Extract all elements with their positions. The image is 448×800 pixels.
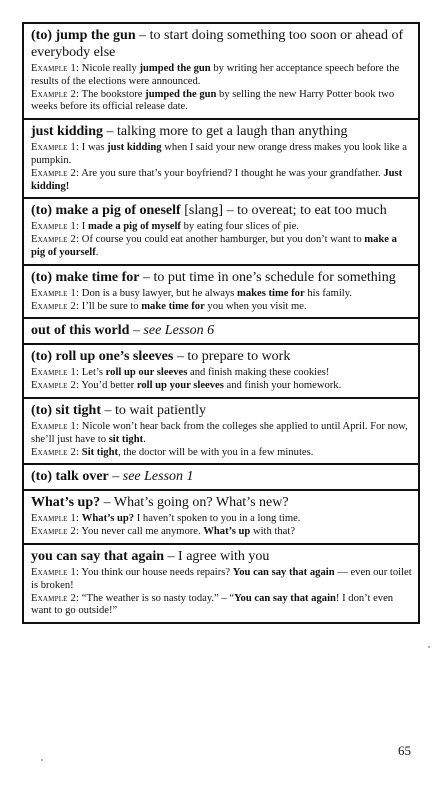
idiom-entry — [24, 264, 418, 318]
example-sentence — [31, 301, 412, 314]
example-sentence — [31, 142, 412, 168]
example-label: Example 1: — [31, 287, 80, 299]
idiom-highlight: roll up our sleeves — [105, 367, 188, 379]
example-text: — even our toilet is broken! — [31, 566, 412, 591]
example-label: Example 1: — [31, 142, 80, 154]
scan-speck — [428, 646, 430, 648]
example-label: Example 1: — [31, 367, 80, 379]
example-text: and finish your homework. — [223, 380, 342, 392]
example-sentence — [31, 168, 412, 194]
idiom-highlight: sit tight — [108, 433, 144, 445]
example-label: Example 2: — [31, 526, 80, 538]
example-label: Example 2: — [31, 88, 80, 100]
see-reference: see Lesson 1 — [122, 469, 194, 485]
example-text: by writing her acceptance speech before the results of the elections were announced. — [31, 63, 400, 87]
example-text: you when you visit me. — [204, 300, 307, 312]
example-text: with that? — [250, 526, 296, 538]
example-label: Example 1: — [31, 63, 80, 74]
idiom-definition: What’s going on? What’s new? — [113, 495, 289, 511]
example-text: his family. — [304, 287, 352, 299]
example-sentence — [31, 221, 412, 234]
entry-heading — [31, 269, 412, 286]
idiom-entry — [24, 317, 418, 343]
definition-dash: – — [101, 402, 115, 418]
example-sentence — [31, 367, 412, 380]
example-sentence — [31, 421, 412, 447]
idiom-term: out of this world — [31, 323, 130, 339]
idiom-entry — [24, 489, 418, 543]
definition-dash: – — [223, 203, 238, 219]
example-text: Of course you could eat another hamburger, but you don’t want to — [81, 234, 365, 246]
idiom-highlight: You can say that again — [234, 592, 336, 604]
idiom-definition: to put time in one’s schedule for something — [153, 269, 396, 285]
definition-dash: – — [129, 323, 144, 339]
example-label: Example 2: — [31, 300, 80, 312]
entry-heading — [31, 548, 412, 565]
example-sentence — [31, 288, 412, 301]
example-text: The bookstore — [81, 88, 146, 100]
example-text: You’d better — [81, 380, 137, 392]
example-text: You think our house needs repairs? — [81, 566, 233, 578]
entry-heading — [31, 468, 412, 485]
idiom-entry — [24, 118, 418, 197]
idiom-definition: to start doing something too soon or ahead of everybody else — [31, 28, 404, 60]
example-text: when I said your new orange dress makes you look like a pumpkin. — [31, 142, 407, 166]
idiom-highlight: makes time for — [237, 287, 305, 299]
example-sentence — [31, 89, 412, 115]
idiom-highlight: roll up your sleeves — [136, 380, 224, 392]
idiom-box — [22, 22, 420, 624]
idiom-highlight: You can say that again — [232, 566, 335, 578]
example-sentence — [31, 593, 412, 619]
idiom-highlight: jumped the gun — [139, 63, 211, 74]
example-sentence — [31, 513, 412, 526]
example-text: Nicole really — [81, 63, 140, 74]
example-label: Example 2: — [31, 446, 80, 458]
idiom-highlight: just kidding — [107, 142, 162, 154]
entry-heading — [31, 123, 412, 140]
example-label: Example 2: — [31, 380, 80, 392]
idiom-highlight: What’s up — [203, 526, 251, 538]
example-text: Nicole won’t hear back from the colleges she applied to until April. For now, she’ll just have to — [31, 420, 408, 445]
idiom-highlight: make a pig of yourself — [31, 234, 397, 258]
example-sentence — [31, 526, 412, 539]
example-text: by selling the new Harry Potter book two weeks before its official release date. — [31, 88, 395, 113]
idiom-term: (to) talk over — [31, 469, 109, 485]
idiom-highlight: made a pig of myself — [87, 221, 181, 233]
example-text: I — [81, 221, 88, 233]
idiom-term: (to) roll up one’s sleeves — [31, 349, 174, 365]
example-text: I’ll be sure to — [81, 300, 142, 312]
example-text: I haven’t spoken to you in a long time. — [134, 513, 301, 525]
idiom-highlight: What’s up? — [81, 513, 135, 525]
definition-dash: – — [108, 469, 123, 485]
example-text: You never call me anymore. — [81, 526, 204, 538]
idiom-highlight: make time for — [141, 300, 205, 312]
entry-heading — [31, 202, 412, 219]
definition-dash: – — [139, 269, 154, 285]
definition-dash: – — [135, 28, 150, 43]
example-label: Example 1: — [31, 513, 80, 525]
idiom-definition: to wait patiently — [115, 402, 206, 418]
example-label: Example 2: — [31, 167, 80, 179]
register-tag: [slang] — [180, 203, 224, 219]
example-text: ! I don’t even want to go outside!” — [31, 592, 394, 617]
idiom-entry — [24, 463, 418, 489]
definition-dash: – — [100, 495, 114, 511]
example-text: Let’s — [81, 367, 106, 379]
example-text: “The weather is so nasty today.” – “ — [81, 592, 235, 604]
example-text: Are you sure that’s your boyfriend? I thought he was your grandfather. — [81, 167, 384, 179]
example-text: Don is a busy lawyer, but he always — [81, 287, 238, 299]
idiom-definition: talking more to get a laugh than anything — [116, 124, 348, 140]
idiom-definition: I agree with you — [178, 548, 270, 564]
see-reference: see Lesson 6 — [143, 323, 215, 339]
idiom-definition: to prepare to work — [187, 349, 291, 365]
idiom-term: just kidding — [31, 124, 103, 140]
idiom-definition: to overeat; to eat too much — [237, 203, 387, 219]
idiom-term: (to) make time for — [31, 269, 140, 285]
entry-heading — [31, 494, 412, 511]
idiom-term: (to) make a pig of oneself — [31, 203, 181, 219]
example-sentence — [31, 380, 412, 393]
idiom-entry — [24, 24, 418, 118]
idiom-term: What’s up? — [31, 495, 101, 511]
example-label: Example 1: — [31, 566, 80, 578]
idiom-term: you can say that again — [31, 548, 165, 564]
example-label: Example 1: — [31, 420, 80, 432]
example-text: I was — [81, 142, 108, 154]
example-sentence — [31, 63, 412, 89]
entry-heading — [31, 322, 412, 339]
entry-heading — [31, 348, 412, 365]
idiom-highlight: Just kidding! — [31, 167, 403, 192]
example-text: by eating four slices of pie. — [180, 221, 299, 233]
example-text: and finish making these cookies! — [187, 367, 330, 379]
example-label: Example 2: — [31, 592, 80, 604]
example-sentence — [31, 447, 412, 460]
example-label: Example 2: — [31, 234, 80, 246]
example-text: , the doctor will be with you in a few minutes. — [118, 446, 314, 458]
entry-heading — [31, 27, 412, 61]
example-sentence — [31, 234, 412, 260]
idiom-entry — [24, 397, 418, 463]
example-sentence — [31, 567, 412, 593]
page-number: 65 — [398, 743, 411, 758]
idiom-entry — [24, 343, 418, 397]
entry-heading — [31, 402, 412, 419]
definition-dash: – — [164, 548, 179, 564]
definition-dash: – — [102, 124, 117, 140]
idiom-entry — [24, 197, 418, 263]
idiom-highlight: Sit tight — [81, 446, 118, 458]
example-label: Example 1: — [31, 221, 80, 233]
idiom-term: (to) sit tight — [31, 402, 101, 418]
definition-dash: – — [173, 349, 188, 365]
idiom-entry — [24, 543, 418, 622]
scan-speck — [41, 759, 43, 761]
example-text: . — [95, 246, 99, 258]
idiom-term: (to) jump the gun — [31, 28, 136, 43]
example-text: . — [143, 433, 146, 445]
idiom-highlight: jumped the gun — [145, 88, 217, 100]
